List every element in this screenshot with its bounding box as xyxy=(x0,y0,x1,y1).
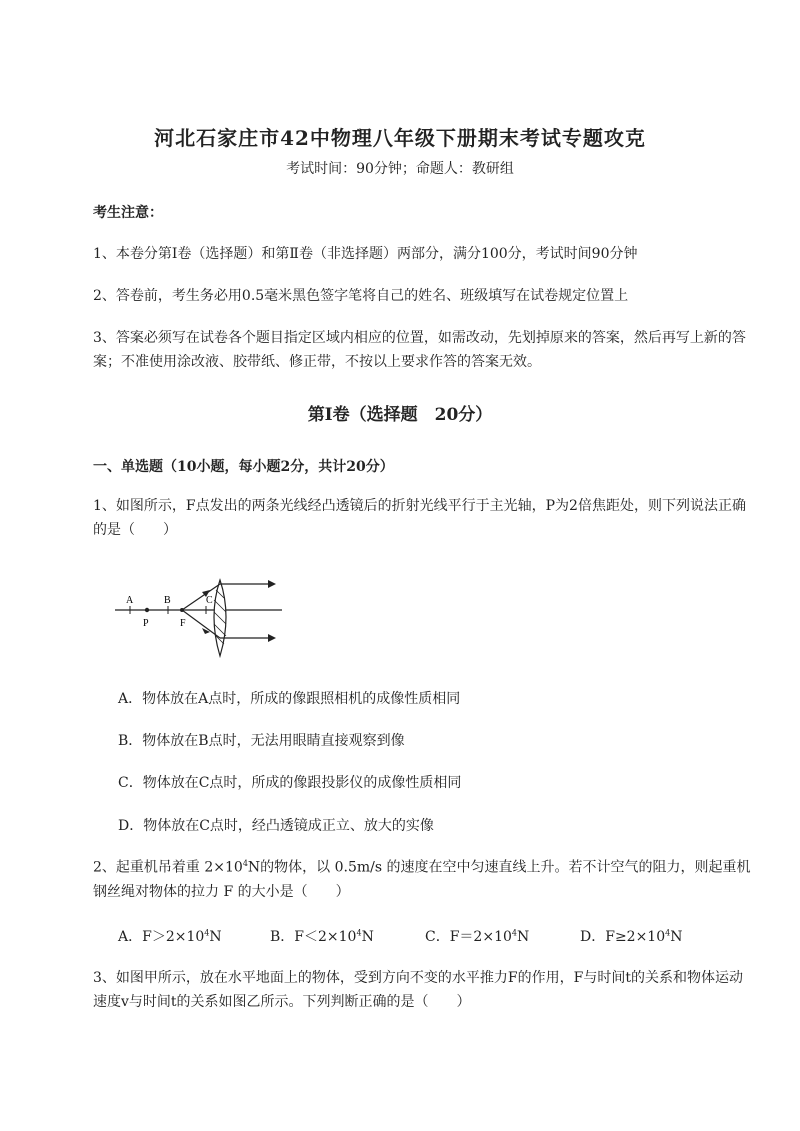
question-1-stem: 1、如图所示，F点发出的两条光线经凸透镜后的折射光线平行于主光轴，P为2倍焦距处，则下列说法正确的是（ ） xyxy=(93,498,746,538)
notice-item: 2、答卷前，考生务必用0.5毫米黑色签字笔将自己的姓名、班级填写在试卷规定位置上 xyxy=(93,288,629,304)
question-2-stem: 2、起重机吊着重 $2\times 10^4N$的物体，以 0.5m/s 的速度在空中匀速直线上升。若不计空气的阻力，则起重机钢丝绳对物体的拉力 F 的大小是（ ） xyxy=(93,859,751,900)
question-2-option-d: D．$F\ge 2\times 10^4N$ xyxy=(580,928,683,945)
question-1-option-c: C．物体放在C点时，所成的像跟投影仪的成像性质相同 xyxy=(118,775,462,791)
label-c: C xyxy=(206,595,213,606)
point-p xyxy=(145,608,149,612)
notice-item: 1、本卷分第Ⅰ卷（选择题）和第Ⅱ卷（非选择题）两部分，满分100分，考试时间90分钟 xyxy=(93,246,638,262)
label-b: B xyxy=(164,595,171,606)
section-title: 第Ⅰ卷（选择题 20分） xyxy=(307,405,493,425)
question-2-option-c: C．$F=2\times 10^4N$ xyxy=(425,928,530,945)
notice-item: 3、答案必须写在试卷各个题目指定区域内相应的位置，如需改动，先划掉原来的答案，然后再写上新的答案；不准使用涂改液、胶带纸、修正带，不按以上要求作答的答案无效。 xyxy=(93,330,746,370)
lens-ray-diagram xyxy=(110,576,290,666)
label-f: F xyxy=(180,618,186,629)
question-1-option-b: B．物体放在B点时，无法用眼睛直接观察到像 xyxy=(118,733,405,749)
part-heading: 一、单选题（10小题，每小题2分，共计20分） xyxy=(93,459,394,475)
exam-info: 考试时间：90分钟；命题人：教研组 xyxy=(286,161,514,177)
question-2-option-b: B．$F<2\times 10^4N$ xyxy=(270,928,374,945)
label-a: A xyxy=(126,595,134,606)
label-p: P xyxy=(143,618,149,629)
question-1-option-d: D．物体放在C点时，经凸透镜成正立、放大的实像 xyxy=(118,818,434,834)
page-title: 河北石家庄市42中物理八年级下册期末考试专题攻克 xyxy=(154,126,646,150)
question-3-stem: 3、如图甲所示，放在水平地面上的物体，受到方向不变的水平推力F的作用，F与时间t的关系和物体运动速度v与时间t的关系如图乙所示。下列判断正确的是（ ） xyxy=(93,970,743,1010)
question-1-option-a: A．物体放在A点时，所成的像跟照相机的成像性质相同 xyxy=(118,691,461,707)
question-2-option-a: A．$F>2\times 10^4N$ xyxy=(118,928,222,945)
notice-heading: 考生注意： xyxy=(93,205,163,221)
